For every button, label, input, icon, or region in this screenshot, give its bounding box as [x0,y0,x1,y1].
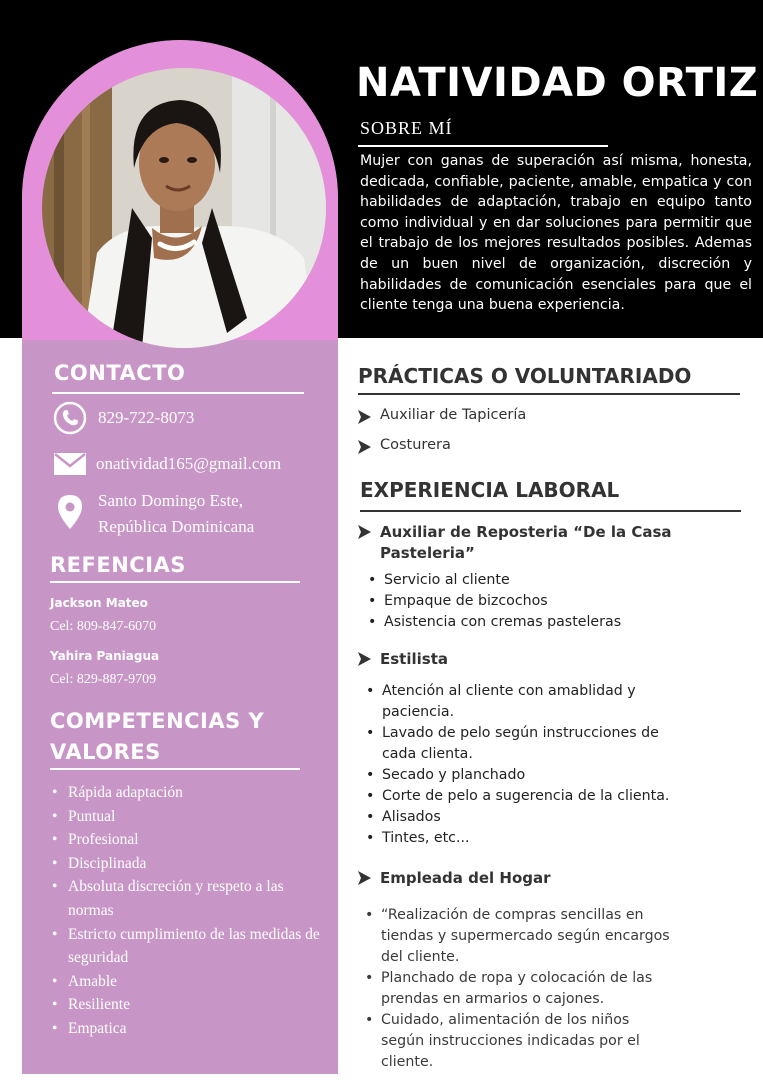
job-task: • Planchado de ropa y colocación de las prendas en armarios o cajones. [361,968,671,1010]
job-title: Empleada del Hogar [380,869,551,887]
job-title-row [357,868,551,889]
skill-item: • Estricto cumplimiento de las medidas de seguridad [50,923,320,970]
experience-divider [360,510,741,512]
contact-address [52,488,254,540]
arrow-right-icon [357,871,371,885]
job-title: Auxiliar de Reposteria “De la Casa Pasteleria” [380,523,672,562]
job-task-list [364,570,664,633]
skills-heading-line-1: COMPETENCIAS Y [50,709,265,733]
skills-list [50,781,320,1041]
profile-photo [42,68,326,348]
contact-divider [52,392,304,394]
address-line-1: Santo Domingo Este, [98,491,243,510]
job-task: • Lavado de pelo según instrucciones de cada clienta. [362,723,680,765]
address-line-2: República Dominicana [98,517,255,536]
skill-item: • Empatica [50,1017,320,1041]
job-task: • Corte de pelo a sugerencia de la clienta. [362,786,680,807]
references-heading: REFENCIAS [50,553,186,577]
skill-item: • Resiliente [50,993,320,1017]
job-task: • Asistencia con cremas pasteleras [364,612,664,633]
contact-heading: CONTACTO [54,361,186,385]
about-text: Mujer con ganas de superación así misma, honesta, dedicada, confiable, paciente, amable, empatica y con habilidades de adaptación, trabajo en equipo tanto como individual y en dar soluciones para permitir que el trabajo de los mejores resultados posibles. Ademas de un buen nivel de organización, discreción y habilidades de comunicación esenciales para que el cliente tenga una buena experiencia. [360,153,752,314]
skills-heading-line-2: VALORES [50,740,161,764]
job-task: • “Realización de compras sencillas en tiendas y supermercado según encargos del cliente. [361,905,671,968]
skill-item: • Disciplinada [50,852,320,876]
practice-label: Auxiliar de Tapicería [380,407,527,423]
skills-divider [50,768,300,770]
arrow-right-icon [357,410,371,424]
reference-phone: Cel: 829-887-9709 [50,672,157,687]
reference-name: Jackson Mateo [50,596,148,610]
reference-phone: Cel: 809-847-6070 [50,619,157,634]
skill-item: • Rápida adaptación [50,781,320,805]
job-task: • Servicio al cliente [364,570,664,591]
job-title-row [357,649,448,670]
experience-heading: EXPERIENCIA LABORAL [360,478,620,502]
job-task: • Alisados [362,807,680,828]
job-task: • Empaque de bizcochos [364,591,664,612]
reference-name: Yahira Paniagua [50,649,160,663]
candidate-name: NATIVIDAD ORTIZ [356,60,759,106]
phone-icon [52,401,88,435]
skill-item: • Absoluta discreción y respeto a las normas [50,875,320,922]
skill-item: • Amable [50,970,320,994]
skill-item: • Puntual [50,805,320,829]
mail-icon [52,451,88,477]
job-task: • Tintes, etc... [362,828,680,849]
practice-label: Costurera [380,437,451,453]
skills-heading [50,706,264,768]
skill-item: • Profesional [50,828,320,852]
practices-heading: PRÁCTICAS O VOLUNTARIADO [358,364,692,388]
contact-phone [52,401,194,435]
arrow-right-icon [357,525,371,539]
job-title: Estilista [380,650,448,668]
address [98,488,254,540]
phone-number: 829-722-8073 [98,408,195,427]
job-task: • Secado y planchado [362,765,680,786]
references-divider [50,581,300,583]
contact-email [52,451,281,477]
job-task: • Atención al cliente con amablidad y paciencia. [362,681,680,723]
job-task-list [361,905,671,1073]
location-pin-icon [52,494,88,530]
practice-item [357,437,451,454]
job-task-list [362,681,680,849]
email-address: onatividad165@gmail.com [96,454,282,473]
about-title: SOBRE MÍ [360,118,453,138]
about-divider [358,145,608,147]
job-task: • Cuidado, alimentación de los niños según instrucciones indicadas por el cliente. [361,1010,671,1073]
arrow-right-icon [357,652,371,666]
job-title-row [357,522,677,564]
practices-divider [358,393,740,395]
arrow-right-icon [357,440,371,454]
practice-item [357,407,526,424]
